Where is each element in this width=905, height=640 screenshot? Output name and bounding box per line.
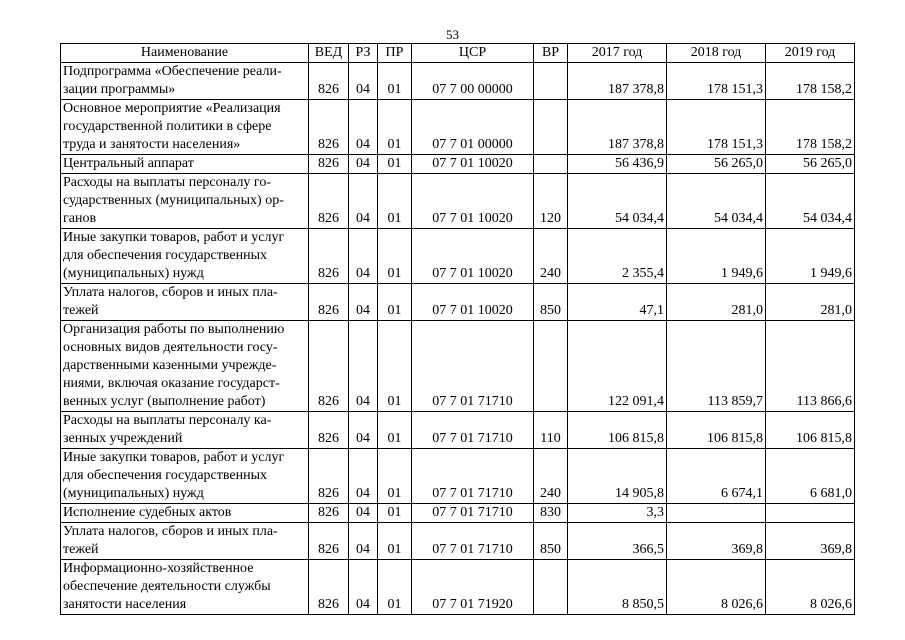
cell-vr <box>534 560 568 615</box>
cell-2019: 113 866,6 <box>766 321 855 412</box>
cell-name-line: занятости населения <box>63 597 187 612</box>
cell-2017: 56 436,9 <box>568 155 667 174</box>
cell-2019: 106 815,8 <box>766 412 855 449</box>
table-row <box>61 284 855 321</box>
cell-name <box>61 229 309 284</box>
cell-rz: 04 <box>349 560 378 615</box>
cell-ved: 826 <box>309 449 349 504</box>
cell-name-line: венных услуг (выполнение работ) <box>63 394 266 409</box>
cell-csr: 07 7 01 10020 <box>412 229 534 284</box>
cell-vr: 240 <box>534 229 568 284</box>
cell-pr: 01 <box>378 100 412 155</box>
cell-2018: 54 034,4 <box>667 174 766 229</box>
cell-name-line: тежей <box>63 303 99 318</box>
cell-csr: 07 7 01 71710 <box>412 412 534 449</box>
cell-2019: 6 681,0 <box>766 449 855 504</box>
header-rz: РЗ <box>349 44 378 63</box>
cell-rz: 04 <box>349 523 378 560</box>
cell-vr: 120 <box>534 174 568 229</box>
cell-rz: 04 <box>349 100 378 155</box>
cell-vr: 850 <box>534 523 568 560</box>
cell-ved: 826 <box>309 523 349 560</box>
cell-2017: 366,5 <box>568 523 667 560</box>
cell-csr: 07 7 01 10020 <box>412 174 534 229</box>
cell-2017: 3,3 <box>568 504 667 523</box>
table-row <box>61 523 855 560</box>
cell-name-line: (муниципальных) нужд <box>63 486 204 501</box>
cell-2018: 1 949,6 <box>667 229 766 284</box>
cell-name-line: Расходы на выплаты персоналу го- <box>63 175 271 190</box>
cell-vr <box>534 100 568 155</box>
cell-name <box>61 504 309 523</box>
cell-rz: 04 <box>349 174 378 229</box>
cell-2019: 54 034,4 <box>766 174 855 229</box>
table-row <box>61 155 855 174</box>
cell-csr: 07 7 01 71710 <box>412 449 534 504</box>
cell-name <box>61 560 309 615</box>
header-vr: ВР <box>534 44 568 63</box>
cell-ved: 826 <box>309 321 349 412</box>
cell-rz: 04 <box>349 321 378 412</box>
cell-rz: 04 <box>349 412 378 449</box>
table-header-row <box>61 44 855 63</box>
cell-2017: 14 905,8 <box>568 449 667 504</box>
header-name: Наименование <box>61 44 309 63</box>
cell-rz: 04 <box>349 229 378 284</box>
cell-rz: 04 <box>349 504 378 523</box>
cell-rz: 04 <box>349 155 378 174</box>
header-2019: 2019 год <box>766 44 855 63</box>
cell-name-line: зенных учреждений <box>63 431 183 446</box>
header-ved: ВЕД <box>309 44 349 63</box>
cell-name <box>61 523 309 560</box>
table-row <box>61 321 855 412</box>
cell-name-line: Подпрограмма «Обеспечение реали- <box>63 64 282 79</box>
cell-name-line: Исполнение судебных актов <box>63 505 232 520</box>
cell-vr <box>534 63 568 100</box>
cell-ved: 826 <box>309 560 349 615</box>
cell-name <box>61 174 309 229</box>
cell-2018: 281,0 <box>667 284 766 321</box>
cell-csr: 07 7 01 71710 <box>412 504 534 523</box>
cell-pr: 01 <box>378 412 412 449</box>
cell-name-line: основных видов деятельности госу- <box>63 340 278 355</box>
table-row <box>61 560 855 615</box>
cell-2018: 113 859,7 <box>667 321 766 412</box>
cell-name-line: государственной политики в сфере <box>63 119 272 134</box>
cell-2018 <box>667 504 766 523</box>
cell-pr: 01 <box>378 229 412 284</box>
cell-vr <box>534 321 568 412</box>
cell-2018: 369,8 <box>667 523 766 560</box>
budget-table <box>60 43 855 615</box>
cell-ved: 826 <box>309 412 349 449</box>
cell-name-line: Уплата налогов, сборов и иных пла- <box>63 524 278 539</box>
cell-csr: 07 7 01 71920 <box>412 560 534 615</box>
cell-2018: 8 026,6 <box>667 560 766 615</box>
table-body <box>61 63 855 615</box>
cell-name <box>61 449 309 504</box>
cell-name-line: Иные закупки товаров, работ и услуг <box>63 230 285 245</box>
header-pr: ПР <box>378 44 412 63</box>
cell-rz: 04 <box>349 63 378 100</box>
table-row <box>61 504 855 523</box>
cell-2017: 2 355,4 <box>568 229 667 284</box>
cell-name-line: Информационно-хозяйственное <box>63 561 254 576</box>
cell-2017: 187 378,8 <box>568 63 667 100</box>
cell-ved: 826 <box>309 63 349 100</box>
cell-pr: 01 <box>378 321 412 412</box>
cell-2019: 369,8 <box>766 523 855 560</box>
cell-vr: 110 <box>534 412 568 449</box>
cell-pr: 01 <box>378 504 412 523</box>
cell-vr: 850 <box>534 284 568 321</box>
cell-ved: 826 <box>309 229 349 284</box>
cell-name <box>61 284 309 321</box>
cell-pr: 01 <box>378 174 412 229</box>
cell-name-line: Организация работы по выполнению <box>63 322 285 337</box>
cell-name-line: труда и занятости населения» <box>63 137 241 152</box>
cell-pr: 01 <box>378 523 412 560</box>
cell-2018: 178 151,3 <box>667 100 766 155</box>
cell-name-line: (муниципальных) нужд <box>63 266 204 281</box>
header-csr: ЦСР <box>412 44 534 63</box>
header-2018: 2018 год <box>667 44 766 63</box>
cell-name-line: Основное мероприятие «Реализация <box>63 101 281 116</box>
cell-2019: 8 026,6 <box>766 560 855 615</box>
table-row <box>61 412 855 449</box>
cell-2017: 54 034,4 <box>568 174 667 229</box>
cell-2018: 106 815,8 <box>667 412 766 449</box>
table-row <box>61 100 855 155</box>
page-number: 53 <box>446 27 459 42</box>
cell-2017: 106 815,8 <box>568 412 667 449</box>
cell-ved: 826 <box>309 504 349 523</box>
cell-2019: 178 158,2 <box>766 63 855 100</box>
cell-2017: 122 091,4 <box>568 321 667 412</box>
cell-pr: 01 <box>378 155 412 174</box>
cell-name-line: для обеспечения государственных <box>63 248 267 263</box>
cell-2019: 178 158,2 <box>766 100 855 155</box>
cell-pr: 01 <box>378 449 412 504</box>
cell-2019: 1 949,6 <box>766 229 855 284</box>
cell-ved: 826 <box>309 284 349 321</box>
cell-name-line: ганов <box>63 211 97 226</box>
cell-vr: 830 <box>534 504 568 523</box>
cell-name <box>61 63 309 100</box>
cell-2018: 178 151,3 <box>667 63 766 100</box>
cell-name-line: Уплата налогов, сборов и иных пла- <box>63 285 278 300</box>
cell-rz: 04 <box>349 449 378 504</box>
table-row <box>61 229 855 284</box>
cell-csr: 07 7 01 00000 <box>412 100 534 155</box>
cell-pr: 01 <box>378 63 412 100</box>
cell-rz: 04 <box>349 284 378 321</box>
cell-2019 <box>766 504 855 523</box>
cell-name <box>61 321 309 412</box>
table-row <box>61 449 855 504</box>
cell-csr: 07 7 01 71710 <box>412 523 534 560</box>
cell-csr: 07 7 01 10020 <box>412 155 534 174</box>
cell-pr: 01 <box>378 560 412 615</box>
cell-ved: 826 <box>309 100 349 155</box>
cell-2017: 8 850,5 <box>568 560 667 615</box>
cell-name-line: тежей <box>63 542 99 557</box>
cell-name-line: Иные закупки товаров, работ и услуг <box>63 450 285 465</box>
cell-name-line: ниями, включая оказание государст- <box>63 376 280 391</box>
cell-ved: 826 <box>309 174 349 229</box>
table-row <box>61 63 855 100</box>
cell-name-line: дарственными казенными учрежде- <box>63 358 277 373</box>
cell-2018: 6 674,1 <box>667 449 766 504</box>
cell-name-line: Расходы на выплаты персоналу ка- <box>63 413 272 428</box>
cell-csr: 07 7 00 00000 <box>412 63 534 100</box>
cell-vr <box>534 155 568 174</box>
cell-csr: 07 7 01 10020 <box>412 284 534 321</box>
cell-csr: 07 7 01 71710 <box>412 321 534 412</box>
cell-2019: 281,0 <box>766 284 855 321</box>
cell-vr: 240 <box>534 449 568 504</box>
cell-2017: 187 378,8 <box>568 100 667 155</box>
cell-ved: 826 <box>309 155 349 174</box>
cell-name-line: для обеспечения государственных <box>63 468 267 483</box>
cell-name-line: обеспечение деятельности службы <box>63 579 271 594</box>
cell-2017: 47,1 <box>568 284 667 321</box>
cell-name <box>61 155 309 174</box>
table-row <box>61 174 855 229</box>
cell-name <box>61 100 309 155</box>
cell-name-line: Центральный аппарат <box>63 156 194 171</box>
cell-name <box>61 412 309 449</box>
cell-name-line: сударственных (муниципальных) ор- <box>63 193 284 208</box>
cell-2018: 56 265,0 <box>667 155 766 174</box>
header-2017: 2017 год <box>568 44 667 63</box>
cell-name-line: зации программы» <box>63 82 176 97</box>
cell-pr: 01 <box>378 284 412 321</box>
cell-2019: 56 265,0 <box>766 155 855 174</box>
